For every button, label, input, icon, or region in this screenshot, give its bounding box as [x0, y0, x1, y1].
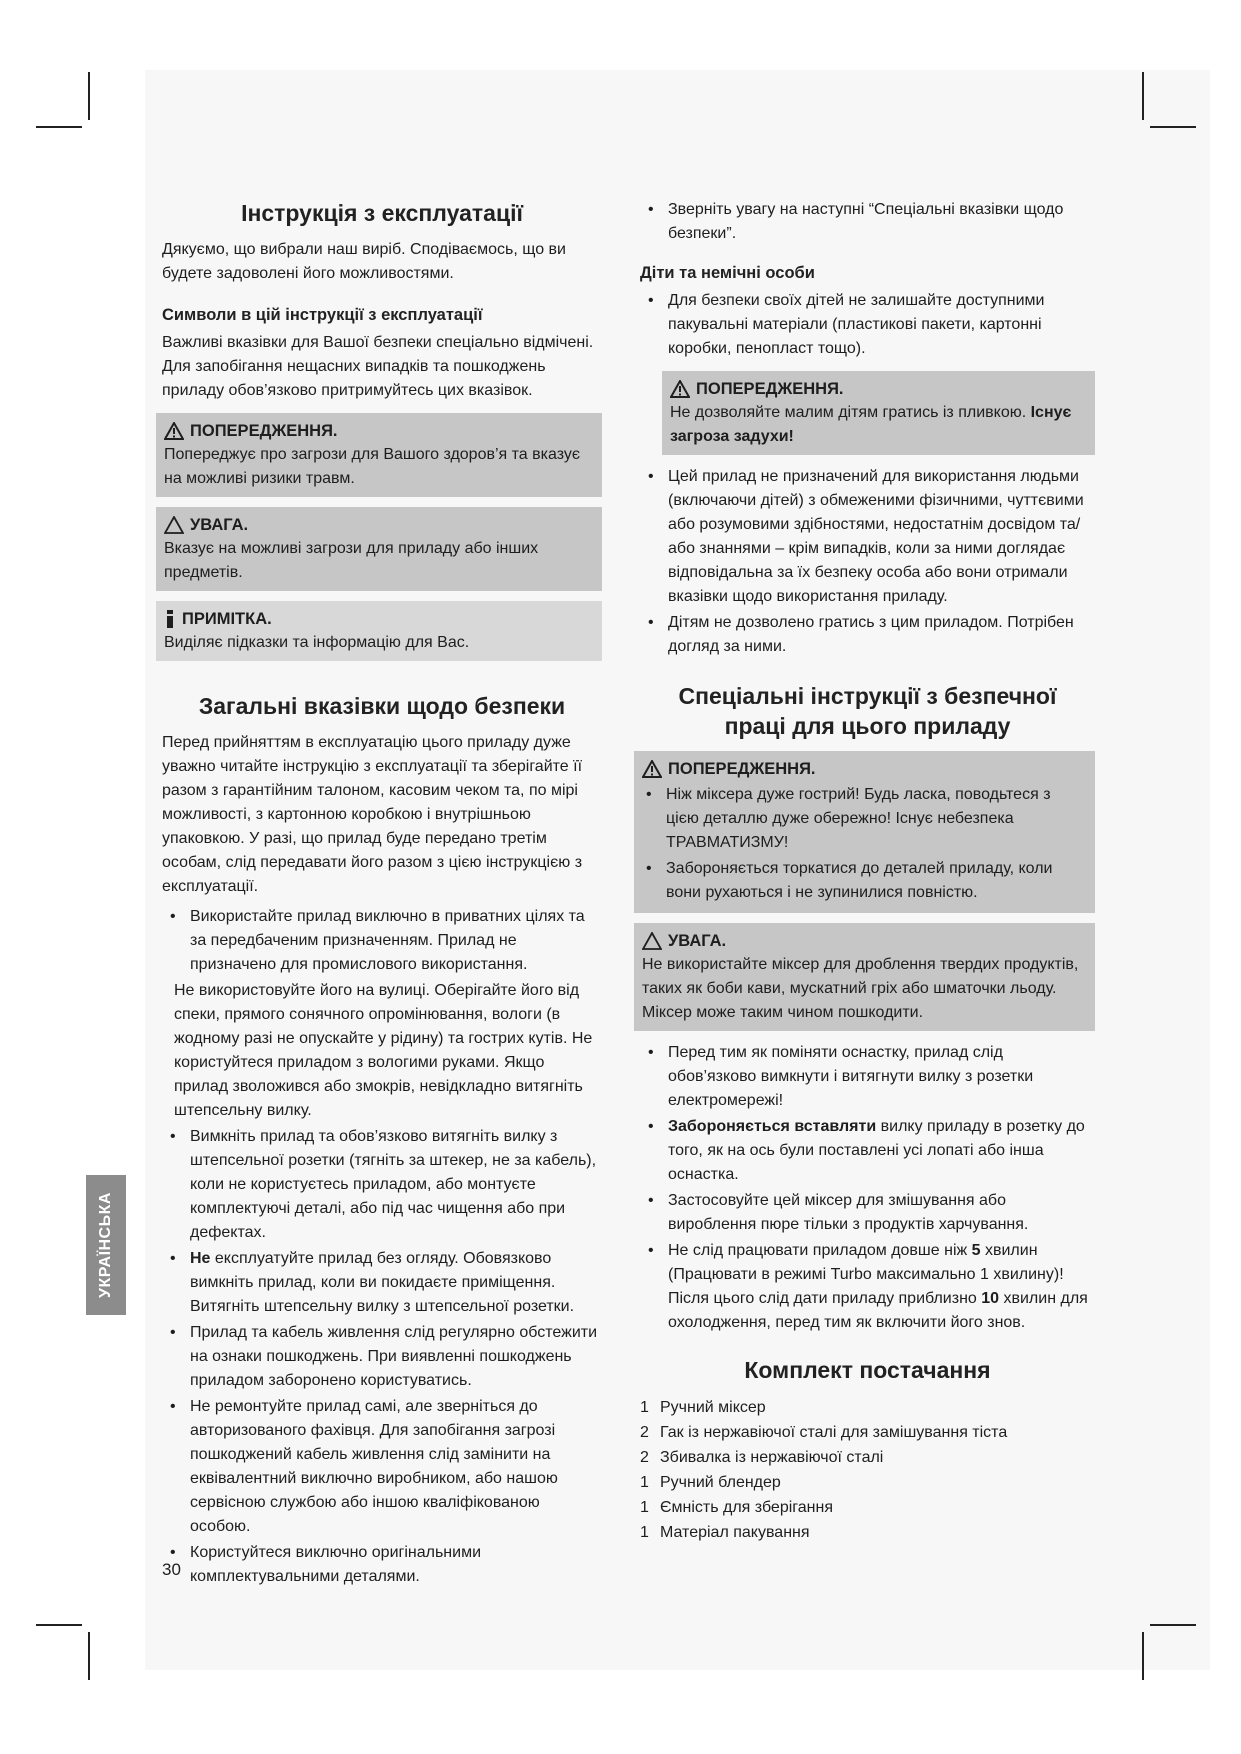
list-item: • Цей прилад не призначений для використання людьми (включаючи дітей) з обмеженими фізичними, чуттєвими або розумовими здібностями, недостатнім досвідом та/або знаннями – крім випадків, коли за ними доглядає відповідальна за їх безпеку особа або вони отримали вказівки щодо використання приладу.	[640, 465, 1095, 609]
kit-title: Комплект постачання	[744, 1357, 991, 1383]
emphasis-text: 10	[981, 1290, 1000, 1307]
special-warning-list	[642, 783, 1087, 905]
special-list	[640, 1041, 1095, 1335]
list-item: • Забороняється торкатися до деталей приладу, коли вони рухаються і не зупинилися повністю.	[642, 857, 1087, 905]
list-item: • Користуйтеся виключно оригінальними комплектувальними деталями.	[162, 1541, 602, 1589]
emphasis-text: Не	[190, 1250, 211, 1267]
list-item: • Не ремонтуйте прилад самі, але зверніться до авторизованого фахівця. Для запобігання загрозі пошкоджений кабель живлення слід замінити на еквівалентний виключно виробником, або нашою сервісною службою або іншою кваліфікованою особою.	[162, 1395, 602, 1539]
note-box	[156, 601, 602, 661]
kit-item-qty: 1	[640, 1399, 649, 1416]
right-column	[640, 198, 1095, 1545]
list-item: • Перед тим як поміняти оснастку, прилад слід обов’язково вимкнути і витягнути вилку з розетки електромережі!	[640, 1041, 1095, 1113]
list-item-text: Не слід працювати приладом довше ніж	[668, 1242, 972, 1259]
intro-list	[640, 198, 1095, 246]
kit-item	[640, 1445, 1095, 1470]
kit-item-qty: 2	[640, 1449, 649, 1466]
page-number: 30	[162, 1560, 181, 1579]
kit-item	[640, 1395, 1095, 1420]
warning-triangle-icon	[642, 760, 662, 778]
crop-mark	[36, 126, 82, 128]
left-column	[162, 198, 602, 1591]
kit-list	[640, 1395, 1095, 1545]
children-warning-box	[662, 371, 1095, 455]
warning-text	[670, 401, 1087, 449]
list-item: • Використайте прилад виключно в приватних цілях та за передбаченим призначенням. Прилад не призначено для промислового використання.	[162, 905, 602, 977]
emphasis-text: 5	[971, 1242, 981, 1259]
kit-item-qty: 2	[640, 1424, 649, 1441]
caution-triangle-icon	[164, 516, 184, 534]
caution-title: УВАГА.	[190, 516, 249, 534]
kit-item	[640, 1520, 1095, 1545]
caution-title: УВАГА.	[668, 932, 727, 950]
safety-title: Загальні вказівки щодо безпеки	[198, 693, 566, 719]
children-list-2	[640, 465, 1095, 659]
crop-mark	[1150, 126, 1196, 128]
list-item-text: хвилин для охолодження, перед тим як включити його знов.	[668, 1290, 1088, 1331]
list-item	[640, 1115, 1095, 1187]
kit-item-qty: 1	[640, 1499, 649, 1516]
list-item: • Дітям не дозволено гратись з цим приладом. Потрібен догляд за ними.	[640, 611, 1095, 659]
special-caution-box	[634, 923, 1095, 1031]
special-title: Спеціальні інструкції з безпечної праці для цього приладу	[678, 683, 1057, 739]
emphasis-text: Забороняється вставляти	[668, 1118, 877, 1135]
list-item-text: хвилин (Працювати в режимі Turbo максимально 1 хвилину)! Після цього слід дати приладу приблизно	[668, 1242, 1064, 1307]
list-item-text: вилку приладу в розетку до того, як на ось були поставлені усі лопаті або інша оснастка.	[668, 1118, 1085, 1183]
children-list	[640, 289, 1095, 361]
kit-item-qty: 1	[640, 1474, 649, 1491]
warning-title: ПОПЕРЕДЖЕННЯ.	[668, 760, 816, 778]
list-item: • Прилад та кабель живлення слід регулярно обстежити на ознаки пошкоджень. При виявленні пошкоджень приладом заборонено користуватись.	[162, 1321, 602, 1393]
list-item	[640, 1239, 1095, 1335]
list-item	[162, 1247, 602, 1319]
symbols-heading: Символи в цій інструкції з експлуатації	[162, 306, 483, 324]
symbols-text: Важливі вказівки для Вашої безпеки спеціально відмічені. Для запобігання нещасних випадків та пошкоджень приладу обов’язково притримуйтесь цих вказівок.	[162, 334, 594, 399]
warning-text: Попереджує про загрози для Вашого здоров’я та вказує на можливі ризики травм.	[164, 446, 581, 487]
warning-title: ПОПЕРЕДЖЕННЯ.	[696, 380, 844, 398]
crop-mark	[1142, 72, 1144, 120]
crop-mark	[1142, 1632, 1144, 1680]
kit-item-qty: 1	[640, 1524, 649, 1541]
safety-list	[162, 905, 602, 1589]
caution-box	[156, 507, 602, 591]
list-item-text: експлуатуйте прилад без огляду. Обовязково вимкніть прилад, коли ви покидаєте приміщення. Витягніть штепсельну вилку з штепсельної розетки.	[190, 1250, 575, 1315]
list-item: • Ніж міксера дуже гострий! Будь ласка, поводьтеся з цією деталлю дуже обережно! Існує небезпека ТРАВМАТИЗМУ!	[642, 783, 1087, 855]
children-heading: Діти та немічні особи	[640, 264, 815, 282]
warning-box	[156, 413, 602, 497]
kit-item	[640, 1495, 1095, 1520]
list-item: • Для безпеки своїх дітей не залишайте доступними пакувальні матеріали (пластикові пакети, картонні коробки, пенопласт тощо).	[640, 289, 1095, 361]
crop-mark	[88, 72, 90, 120]
kit-item	[640, 1470, 1095, 1495]
list-item: • Вимкніть прилад та обов’язково витягніть вилку з штепсельної розетки (тягніть за штекер, не за кабель), коли не користуєтесь приладом, або монтуєте комплектуючі деталі, або під час чищення або при дефектах.	[162, 1125, 602, 1245]
kit-item	[640, 1420, 1095, 1445]
warning-text-plain: Не дозволяйте малим дітям гратись із пливкою.	[670, 404, 1031, 421]
crop-mark	[88, 1632, 90, 1680]
kit-item-label: Збивалка із нержавіючої сталі	[660, 1449, 884, 1466]
caution-text: Вказує на можливі загрози для приладу або інших предметів.	[164, 540, 539, 581]
warning-text-bold: Існує загроза задухи!	[670, 404, 1072, 445]
list-item: • Застосовуйте цей міксер для змішування або вироблення пюре тільки з продуктів харчування.	[640, 1189, 1095, 1237]
language-tab	[86, 1175, 126, 1315]
crop-mark	[1150, 1624, 1196, 1626]
note-text: Виділяє підказки та інформацію для Вас.	[164, 634, 470, 651]
kit-item-label: Ручний блендер	[660, 1474, 781, 1491]
kit-item-label: Гак із нержавіючої сталі для замішування тіста	[660, 1424, 1008, 1441]
note-title: ПРИМІТКА.	[182, 610, 272, 628]
info-icon	[164, 610, 176, 628]
crop-mark	[36, 1624, 82, 1626]
warning-title: ПОПЕРЕДЖЕННЯ.	[190, 422, 338, 440]
safety-intro: Перед прийняттям в експлуатацію цього приладу дуже уважно читайте інструкцію з експлуатації та зберігайте її разом з гарантійним талоном, касовим чеком та, по мірі можливості, з картонною коробкою і внутрішньою упаковкою. У разі, що прилад буде передано третім особам, слід передавати його разом з цією інструкцією з експлуатації.	[162, 734, 583, 895]
intro-text: Дякуємо, що вибрали наш виріб. Сподіваємось, що ви будете задоволені його можливостями.	[162, 241, 566, 282]
caution-text: Не використайте міксер для дроблення твердих продуктів, таких як боби кави, мускатний гріх або шматочки льоду. Міксер може таким чином пошкодити.	[642, 956, 1079, 1021]
warning-triangle-icon	[164, 422, 184, 440]
caution-triangle-icon	[642, 932, 662, 950]
kit-item-label: Ємність для зберігання	[660, 1499, 833, 1516]
special-warning-box	[634, 751, 1095, 913]
list-item: • Зверніть увагу на наступні “Спеціальні вказівки щодо безпеки”.	[640, 198, 1095, 246]
list-item: Не використовуйте його на вулиці. Оберігайте його від спеки, прямого сонячного опромінювання, вологи (в жодному разі не опускайте у рідину) та гострих кутів. Не користуйтеся приладом з вологими руками. Якщо прилад зволожився або змокрів, невідкладно витягніть штепсельну вилку.	[174, 982, 593, 1119]
kit-item-label: Матеріал пакування	[660, 1524, 810, 1541]
warning-triangle-icon	[670, 380, 690, 398]
manual-title: Інструкція з експлуатації	[241, 200, 523, 226]
kit-item-label: Ручний міксер	[660, 1399, 766, 1416]
language-tab-label: УКРАЇНСЬКА	[97, 1192, 115, 1298]
